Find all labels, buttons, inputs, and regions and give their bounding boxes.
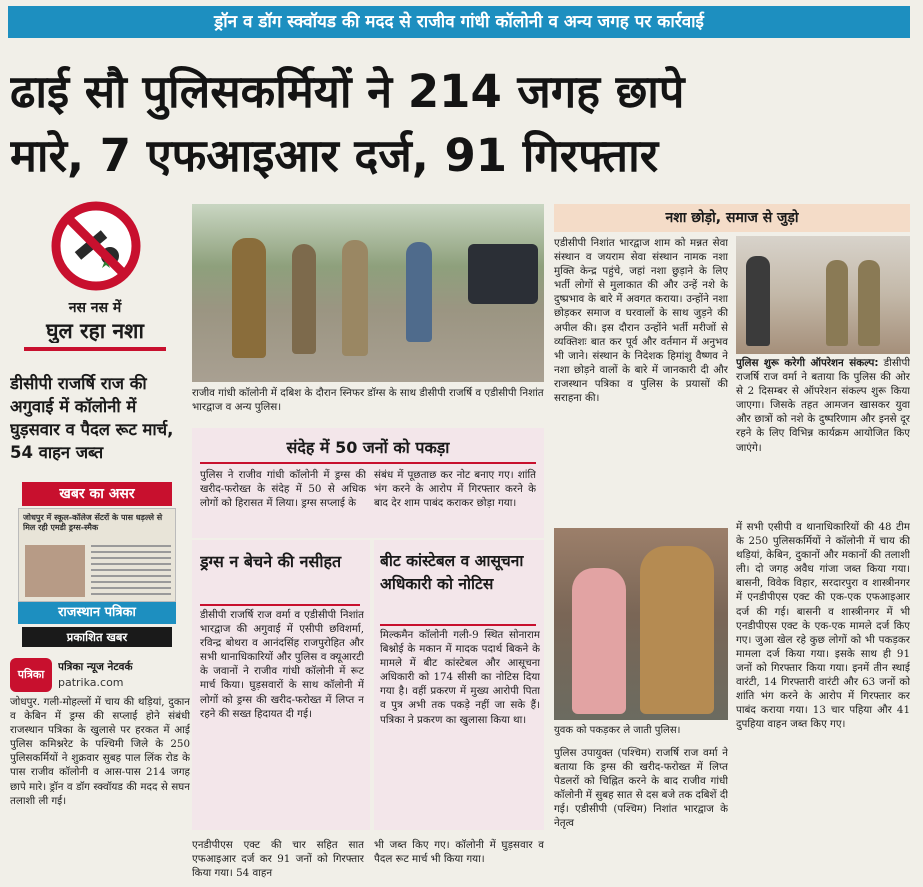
- headline-line-2: मारे, 7 एफआइआर दर्ज, 91 गिरफ्तार: [10, 129, 659, 182]
- deaddiction-photo: [736, 236, 910, 354]
- campaign-tagline-1: नस नस में: [68, 300, 122, 316]
- person-figure-3: [858, 260, 880, 346]
- impact-label: खबर का असर: [22, 482, 172, 506]
- operation-box-text: डीसीपी राजर्षि राज वर्मा ने बताया कि पुलिस की ओर से 2 दिसम्बर से ऑपरेशन संकल्प शुरू किया जाएगा। जिसके तहत आमजन खासकर युवा और छात्रों को नशे के दुष्परिणाम और इनसे दूर रहने के लिए विभिन्न कार्यक्रम आयोजित किए जाएंगे।: [736, 357, 910, 454]
- person-figure: [746, 256, 770, 346]
- notice-box-divider: [380, 624, 536, 626]
- campaign-logo: [10, 198, 180, 358]
- raid-photo: [192, 204, 544, 382]
- arrest-photo-caption: युवक को पकड़कर ले जाती पुलिस।: [554, 725, 681, 736]
- advice-box-title: ड्रग्स न बेचने की नसीहत: [200, 552, 342, 571]
- clipping-text-lines: [91, 545, 171, 597]
- bottom-mid-text-2: भी जब्त किए गए। कॉलोनी में घुड़सवार व पैदल रूट मार्च भी किया गया।: [374, 839, 544, 866]
- youth-figure: [572, 568, 626, 714]
- vehicle-shape: [468, 244, 538, 304]
- site-link[interactable]: patrika.com: [58, 676, 124, 689]
- operation-box: [736, 356, 910, 516]
- bottom-mid-text-1: एनडीपीएस एक्ट की चार सहित सात एफआइआर दर्ज कर 91 जनों को गिरफ्तार किया गया। 54 वाहन: [192, 839, 364, 880]
- main-story: जोधपुर. गली-मोहल्लों में चाय की थड़ियां, दुकान व केबिन में ड्रग्स की सप्लाई होने संबंधी राजस्थान पत्रिका के खुलासे पर हरकत में आई पुलिस कमिश्नरेट के पश्चिमी जिले के 250 पुलिसकर्मियों ने शुक्रवार सुबह पाल लिंक रोड के पास राजीव कॉलोनी व आस-पास 214 जगह छापे मारे। ड्रॉन व डॉग स्क्वॉयड की मदद से सघन तलाशी ली गई।: [10, 696, 190, 807]
- notice-box-text: मिल्कमैन कॉलोनी गली-9 स्थित सोनाराम बिश्नोई के मकान में मादक पदार्थ बिकने के मामले में बीट कांस्टेबल और आसूचना अधिकारी को 174 सीसी का नोटिस दिया गया है। वहीं प्रकरण में मुख्य आरोपी पिता व पुत्र अभी तक पकड़े नहीं जा सके हैं। पत्रिका ने प्रकरण का खुलासा किया था।: [380, 629, 540, 726]
- campaign-underline: [24, 347, 166, 351]
- advice-box: [192, 540, 370, 830]
- person-figure-2: [826, 260, 848, 346]
- far-right-text: में सभी एसीपी व थानाधिकारियों की 48 टीम के 250 पुलिसकर्मियों ने कॉलोनी में चाय की थड़ियां, केबिन, दुकानों और मकानों की तलाशी ली। दो जगह अवैध गांजा जब्त किया गया। बासनी, विवेक विहार, सरदारपुरा व शास्त्रीनगर में एनडीपीएस एक्ट की एक-एक एफआइआर दर्ज की गई। बासनी व शास्त्रीनगर में भी एनडीपीएस एक्ट के एक-एक मामले दर्ज किए गए। जुआ खेल रहे कुछ लोगों को भी पकड़कर मामला दर्ज किया गया। इसके साथ ही 91 जनों को गिरफ्तार किया गया। इनमें तीन स्थाई वारंटी, 14 गिरफ्तारी वारंटी और 63 जनों को शांति भंग करने के आरोप में गिरफ्तार कर पाबंद कराया गया। 13 चार पहिया और 41 दुपहिया वाहन जब्त किए गए।: [736, 521, 910, 731]
- patrika-logo: पत्रिका: [10, 658, 52, 692]
- sidebar-subhead: डीसीपी राजर्षि राज की अगुवाई में कॉलोनी में घुड़सवार व पैदल रूट मार्च, 54 वाहन जब्त: [10, 374, 174, 462]
- raid-photo-caption: राजीव गांधी कॉलोनी में दबिश के दौरान स्निफर डॉग्स के साथ डीसीपी राजर्षि व एडीसीपी निशांत भारद्वाज व अन्य पुलिस।: [192, 387, 544, 413]
- arrests-col-2: संबंध में पूछताछ कर नोट बनाए गए। शांति भंग करने के आरोप में गिरफ्तार करने के बाद देर शाम पाबंद कराकर छोड़ा गया।: [374, 469, 536, 510]
- arrests-box: [192, 428, 544, 538]
- clipping-title: जोधपुर में स्कूल-कॉलेज सेंटरों के पास धड़ल्ले से मिल रही एमडी ड्रग्स-स्मैक: [23, 513, 163, 532]
- arrest-photo: [554, 528, 728, 720]
- notice-box: [374, 540, 544, 830]
- no-drugs-icon: [50, 200, 142, 292]
- right-lower-text: पुलिस उपायुक्त (पश्चिम) राजर्षि राज वर्मा ने बताया कि ड्रग्स की खरीद-फरोख्त में लिप्त पेडलरों को चिह्नित करने के बाद राजीव गांधी कॉलोनी में सुबह सात से दस बजे तक दबिशें दी गई। एडीसीपी (पश्चिम) निशांत भारद्वाज के नेतृत्व: [554, 747, 728, 830]
- headline-line-1: ढाई सौ पुलिसकर्मियों ने 214 जगह छापे: [10, 65, 685, 118]
- paper-name: राजस्थान पत्रिका: [18, 602, 176, 624]
- officer-figure-4: [406, 242, 432, 342]
- deaddiction-text: एडीसीपी निशांत भारद्वाज शाम को मन्नत सेवा संस्थान व जयराम सेवा संस्थान नामक नशा मुक्ति केन्द्र पहुंचे, जहां नशा छुड़ाने के लिए भर्ती लोगों से मुलाकात की और उन्हें नशे के दुष्प्रभाव के बारे में अवगत कराया। उन्होंने नशा छोड़कर समाज व घरवालों के साथ जुड़ने की अपील की। इस दौरान उन्होंने भर्ती मरीजों से व्यक्तिशः बात कर पूर्व और वर्तमान में अनुभव भी जाने। संस्थान के निदेशक हिमांशु वैष्णव ने नशा छोड़ने वालों के बारे में जानकारी दी और राजस्थान पत्रिका व पुलिस के प्रयासों की सराहना की।: [554, 237, 728, 405]
- deaddiction-header-bar: [554, 204, 910, 232]
- operation-box-body: [736, 356, 910, 516]
- arrests-col-1: पुलिस ने राजीव गांधी कॉलोनी में ड्रग्स की खरीद-फरोख्त के संदेह में 50 से अधिक लोगों को हिरासत में लिया। ड्रग्स सप्लाई के: [200, 469, 366, 510]
- deaddiction-title: नशा छोड़ो, समाज से जुड़ो: [665, 210, 799, 226]
- advice-box-text: डीसीपी राजर्षि राज वर्मा व एडीसीपी निशांत भारद्वाज की अगुवाई में एसीपी छविशर्मा, रविन्द्र बोथरा व आनंदसिंह राजपुरोहित और सभी थानाधिकारियों और पुलिस व क्यूआरटी के जवानों ने राजीव गांधी कॉलोनी में रूट मार्च किया। घुड़सवारों के साथ कॉलोनी में लोगों को ड्रग्स की खरीद-फरोख्त में लिप्त न रहने की सख्त हिदायत दी गई।: [200, 609, 364, 720]
- campaign-tagline-2: घुल रहा नशा: [46, 319, 144, 343]
- top-banner: ड्रॉन व डॉग स्क्वॉयड की मदद से राजीव गांधी कॉलोनी व अन्य जगह पर कार्रवाई: [8, 6, 910, 38]
- published-label: प्रकाशित खबर: [22, 627, 172, 647]
- arrests-box-divider: [200, 462, 536, 464]
- notice-box-title: बीट कांस्टेबल व आसूचना अधिकारी को नोटिस: [380, 552, 524, 593]
- operation-box-title: पुलिस शुरू करेगी ऑपरेशन संकल्प:: [736, 357, 879, 369]
- police-figure: [640, 546, 714, 714]
- news-clipping: [18, 508, 176, 602]
- advice-box-divider: [200, 604, 360, 606]
- arrests-box-title: संदेह में 50 जनों को पकड़ा: [286, 438, 450, 457]
- officer-figure-3: [342, 240, 368, 356]
- officer-figure-2: [292, 244, 316, 354]
- network-label: पत्रिका न्यूज नेटवर्क: [58, 661, 133, 673]
- headline: [10, 60, 910, 188]
- officer-figure: [232, 238, 266, 358]
- clipping-photo: [25, 545, 85, 597]
